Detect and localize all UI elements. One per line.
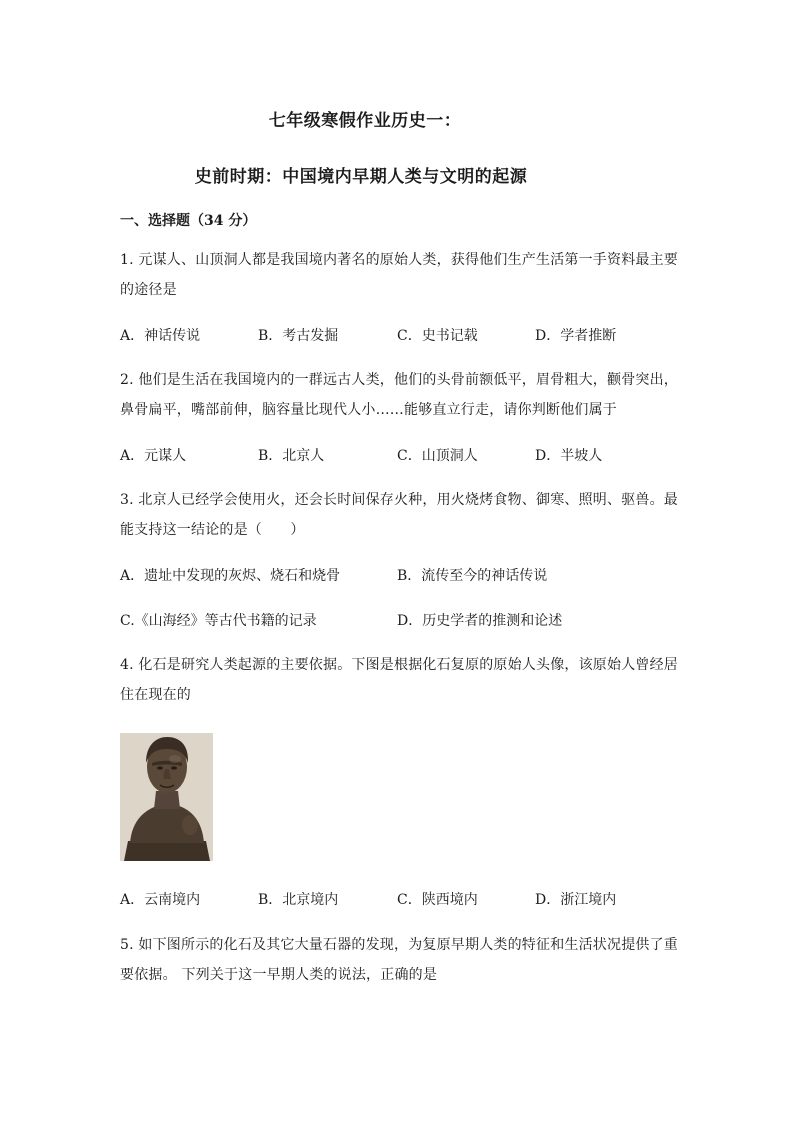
question-2-option-b: B．北京人 — [258, 448, 325, 464]
question-1-option-d: D．学者推断 — [535, 328, 617, 344]
question-2-options — [120, 445, 680, 469]
question-1-text: 1. 元谋人、山顶洞人都是我国境内著名的原始人类，获得他们生产生活第一手资料最主要的途径是 — [120, 252, 679, 298]
question-2-text: 2. 他们是生活在我国境内的一群远古人类，他们的头骨前额低平，眉骨粗大，颧骨突出，鼻骨扁平，嘴部前伸，脑容量比现代人小……能够直立行走，请你判断他们属于 — [120, 372, 679, 418]
question-4-option-a: A．云南境内 — [120, 892, 201, 908]
worksheet-title: 七年级寒假作业历史一： — [268, 111, 462, 131]
question-4-option-c: C．陕西境内 — [397, 892, 478, 908]
question-2-option-c: C．山顶洞人 — [397, 448, 478, 464]
question-2-option-d: D．半坡人 — [535, 448, 603, 464]
bust-illustration — [120, 733, 213, 861]
question-3-option-c: C.《山海经》等古代书籍的记录 — [120, 613, 317, 629]
question-3-text: 3. 北京人已经学会使用火，还会长时间保存火种，用火烧烤食物、御寒、照明、驱兽。最能支持这一结论的是（ ） — [120, 492, 679, 538]
question-3-options-row-1 — [120, 565, 680, 589]
question-1-options — [120, 325, 680, 349]
worksheet-subtitle: 史前时期：中国境内早期人类与文明的起源 — [194, 167, 528, 187]
primitive-human-bust-image — [120, 733, 213, 861]
question-5-text: 5. 如下图所示的化石及其它大量石器的发现，为复原早期人类的特征和生活状况提供了重要依据。 下列关于这一早期人类的说法，正确的是 — [120, 937, 679, 983]
question-3-option-d: D．历史学者的推测和论述 — [397, 613, 563, 629]
question-1-option-b: B．考古发掘 — [258, 328, 339, 344]
question-4-text: 4. 化石是研究人类起源的主要依据。下图是根据化石复原的原始人头像，该原始人曾经居住在现在的 — [120, 657, 679, 703]
question-3-options-row-2 — [120, 610, 680, 634]
question-4-option-d: D．浙江境内 — [535, 892, 617, 908]
question-3-option-b: B．流传至今的神话传说 — [397, 568, 548, 584]
question-2-option-a: A．元谋人 — [120, 448, 187, 464]
question-4-option-b: B．北京境内 — [258, 892, 339, 908]
question-4-options — [120, 889, 680, 913]
section-heading: 一、选择题（34 分） — [120, 213, 257, 229]
question-1-option-c: C．史书记载 — [397, 328, 478, 344]
question-1-option-a: A．神话传说 — [120, 328, 201, 344]
question-3-option-a: A．遗址中发现的灰烬、烧石和烧骨 — [120, 568, 341, 584]
